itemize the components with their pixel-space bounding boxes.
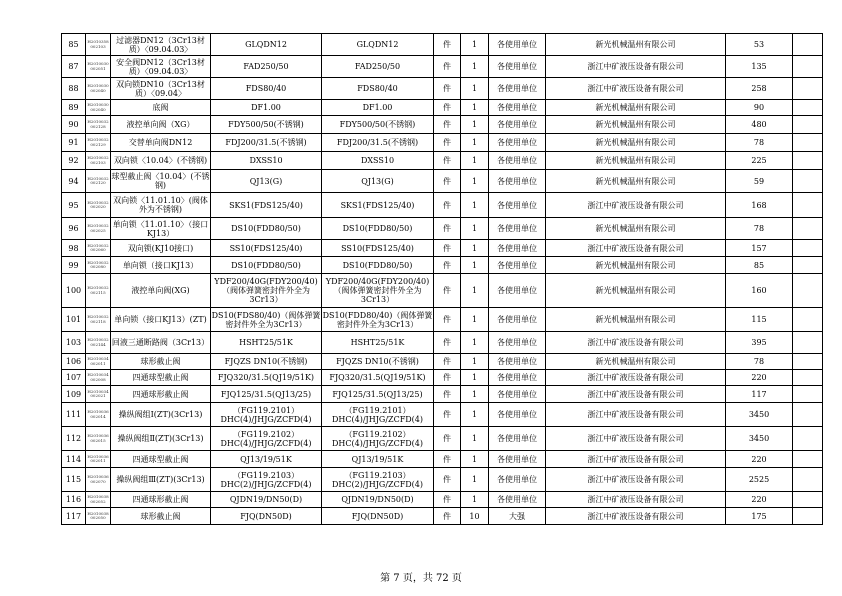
user-dept-cell: 大强 (489, 508, 546, 525)
item-name-cell: 液控单向阀(XG) (111, 274, 211, 308)
price-cell: 78 (726, 218, 793, 240)
user-dept-cell: 各使用单位 (489, 274, 546, 308)
item-name-cell: 球型截止阀〈10.04〉(不锈钢) (111, 170, 211, 193)
table-row (62, 451, 823, 468)
unit-cell: 件 (434, 257, 461, 274)
model-cell: FDS80/40 (322, 78, 434, 100)
remark-cell (793, 170, 823, 193)
unit-cell: 件 (434, 508, 461, 525)
item-name-cell: 操纵阀组Ⅲ(ZT)(3Cr13) (111, 468, 211, 492)
row-number-cell: 103 (62, 332, 86, 354)
material-code-cell: H2010030 002051 (86, 56, 111, 78)
table-row (62, 257, 823, 274)
row-number-cell: 107 (62, 370, 86, 386)
unit-cell: 件 (434, 354, 461, 370)
table-row (62, 370, 823, 386)
specification-cell: DXSS10 (211, 152, 322, 170)
item-name-cell: 交替单向阀DN12 (111, 134, 211, 152)
material-code-cell: H2010032 002060 (86, 240, 111, 257)
user-dept-cell: 各使用单位 (489, 451, 546, 468)
remark-cell (793, 78, 823, 100)
unit-cell: 件 (434, 100, 461, 116)
model-cell: （FG119.2102）DHC(4)/JHJG/ZCFD(4) (322, 427, 434, 451)
supplier-cell: 浙江中矿液压设备有限公司 (546, 240, 726, 257)
item-name-cell: 双向锁(KJ10接口) (111, 240, 211, 257)
row-number-cell: 117 (62, 508, 86, 525)
unit-cell: 件 (434, 193, 461, 218)
specification-cell: FJQ125/31.5(QJ13/25) (211, 386, 322, 403)
unit-cell: 件 (434, 274, 461, 308)
remark-cell (793, 492, 823, 508)
material-code-cell: H2010036 002014 (86, 403, 111, 427)
specification-cell: FDS80/40 (211, 78, 322, 100)
quantity-cell: 1 (461, 78, 489, 100)
specification-cell: FJQ(DN50D) (211, 508, 322, 525)
user-dept-cell: 各使用单位 (489, 152, 546, 170)
price-cell: 220 (726, 451, 793, 468)
quantity-cell: 1 (461, 56, 489, 78)
material-code-cell: H2010036 002070 (86, 468, 111, 492)
supplier-cell: 浙江中矿液压设备有限公司 (546, 403, 726, 427)
unit-cell: 件 (434, 451, 461, 468)
unit-cell: 件 (434, 78, 461, 100)
table-row (62, 116, 823, 134)
user-dept-cell: 各使用单位 (489, 354, 546, 370)
row-number-cell: 88 (62, 78, 86, 100)
model-cell: DS10(FDD80/40)（阀体弹簧密封件外全为3Cr13） (322, 308, 434, 332)
quantity-cell: 1 (461, 218, 489, 240)
item-name-cell: 回液三通断路阀（3Cr13） (111, 332, 211, 354)
quantity-cell: 1 (461, 332, 489, 354)
table-row (62, 34, 823, 56)
price-cell: 175 (726, 508, 793, 525)
quantity-cell: 1 (461, 116, 489, 134)
parts-price-table (61, 33, 823, 525)
row-number-cell: 111 (62, 403, 86, 427)
specification-cell: HSHT25/51K (211, 332, 322, 354)
material-code-cell: H2010030 002040 (86, 100, 111, 116)
item-name-cell: 过滤器DN12（3Cr13材质）〈09.04.03〉 (111, 34, 211, 56)
row-number-cell: 98 (62, 240, 86, 257)
unit-cell: 件 (434, 332, 461, 354)
model-cell: FDY500/50(不锈钢) (322, 116, 434, 134)
price-cell: 220 (726, 492, 793, 508)
model-cell: FJQ320/31.5(QJ19/51K) (322, 370, 434, 386)
table-row (62, 78, 823, 100)
model-cell: QJDN19/DN50(D) (322, 492, 434, 508)
row-number-cell: 87 (62, 56, 86, 78)
price-cell: 160 (726, 274, 793, 308)
table-row (62, 386, 823, 403)
item-name-cell: 双向锁〈10.04〉(不锈钢) (111, 152, 211, 170)
row-number-cell: 109 (62, 386, 86, 403)
quantity-cell: 1 (461, 257, 489, 274)
item-name-cell: 操纵阀组Ⅱ(ZT)(3Cr13) (111, 427, 211, 451)
price-cell: 53 (726, 34, 793, 56)
table-row (62, 308, 823, 332)
model-cell: HSHT25/51K (322, 332, 434, 354)
item-name-cell: 底阀 (111, 100, 211, 116)
table-row (62, 56, 823, 78)
model-cell: QJ13/19/51K (322, 451, 434, 468)
price-cell: 90 (726, 100, 793, 116)
quantity-cell: 1 (461, 386, 489, 403)
row-number-cell: 94 (62, 170, 86, 193)
row-number-cell: 106 (62, 354, 86, 370)
table-row (62, 332, 823, 354)
material-code-cell: H2010036 002011 (86, 451, 111, 468)
unit-cell: 件 (434, 492, 461, 508)
quantity-cell: 1 (461, 451, 489, 468)
table-row (62, 218, 823, 240)
unit-cell: 件 (434, 218, 461, 240)
material-code-cell: H2010034 002011 (86, 354, 111, 370)
quantity-cell: 1 (461, 100, 489, 116)
unit-cell: 件 (434, 134, 461, 152)
item-name-cell: 四通球型截止阀 (111, 370, 211, 386)
price-cell: 395 (726, 332, 793, 354)
quantity-cell: 1 (461, 134, 489, 152)
user-dept-cell: 各使用单位 (489, 492, 546, 508)
remark-cell (793, 332, 823, 354)
material-code-cell: H2010038 002050 (86, 508, 111, 525)
remark-cell (793, 193, 823, 218)
price-cell: 2525 (726, 468, 793, 492)
specification-cell: QJDN19/DN50(D) (211, 492, 322, 508)
row-number-cell: 96 (62, 218, 86, 240)
quantity-cell: 1 (461, 468, 489, 492)
table-row (62, 492, 823, 508)
specification-cell: FDY500/50(不锈钢) (211, 116, 322, 134)
unit-cell: 件 (434, 56, 461, 78)
supplier-cell: 浙江中矿液压设备有限公司 (546, 56, 726, 78)
user-dept-cell: 各使用单位 (489, 427, 546, 451)
table-row (62, 134, 823, 152)
material-code-cell: H2010032 002080 (86, 257, 111, 274)
user-dept-cell: 各使用单位 (489, 134, 546, 152)
item-name-cell: 四通球形截止阀 (111, 386, 211, 403)
remark-cell (793, 100, 823, 116)
material-code-cell: H2010032 002129 (86, 134, 111, 152)
material-code-cell: H2010358 002103 (86, 34, 111, 56)
quantity-cell: 1 (461, 403, 489, 427)
item-name-cell: 球形截止阀 (111, 354, 211, 370)
material-code-cell: H2010032 002120 (86, 170, 111, 193)
table-row (62, 152, 823, 170)
specification-cell: FAD250/50 (211, 56, 322, 78)
remark-cell (793, 274, 823, 308)
supplier-cell: 浙江中矿液压设备有限公司 (546, 386, 726, 403)
remark-cell (793, 34, 823, 56)
model-cell: DS10(FDD80/50) (322, 218, 434, 240)
price-cell: 168 (726, 193, 793, 218)
row-number-cell: 101 (62, 308, 86, 332)
row-number-cell: 85 (62, 34, 86, 56)
specification-cell: FJQ320/31.5(QJ19/51K) (211, 370, 322, 386)
remark-cell (793, 403, 823, 427)
table-row (62, 193, 823, 218)
specification-cell: （FG119.2102）DHC(4)/JHJG/ZCFD(4) (211, 427, 322, 451)
remark-cell (793, 116, 823, 134)
row-number-cell: 92 (62, 152, 86, 170)
user-dept-cell: 各使用单位 (489, 116, 546, 134)
remark-cell (793, 370, 823, 386)
supplier-cell: 浙江中矿液压设备有限公司 (546, 78, 726, 100)
supplier-cell: 新光机械温州有限公司 (546, 354, 726, 370)
unit-cell: 件 (434, 116, 461, 134)
price-cell: 480 (726, 116, 793, 134)
user-dept-cell: 各使用单位 (489, 257, 546, 274)
row-number-cell: 112 (62, 427, 86, 451)
material-code-cell: H2010032 002025 (86, 218, 111, 240)
quantity-cell: 1 (461, 170, 489, 193)
supplier-cell: 新光机械温州有限公司 (546, 308, 726, 332)
user-dept-cell: 各使用单位 (489, 308, 546, 332)
price-cell: 59 (726, 170, 793, 193)
item-name-cell: 安全阀DN12（3Cr13材质）〈09.04.03〉 (111, 56, 211, 78)
user-dept-cell: 各使用单位 (489, 403, 546, 427)
supplier-cell: 浙江中矿液压设备有限公司 (546, 492, 726, 508)
model-cell: FJQ(DN50D) (322, 508, 434, 525)
quantity-cell: 1 (461, 240, 489, 257)
supplier-cell: 新光机械温州有限公司 (546, 274, 726, 308)
supplier-cell: 浙江中矿液压设备有限公司 (546, 332, 726, 354)
price-cell: 85 (726, 257, 793, 274)
table-body (62, 34, 823, 525)
supplier-cell: 浙江中矿液压设备有限公司 (546, 451, 726, 468)
table-row (62, 468, 823, 492)
supplier-cell: 新光机械温州有限公司 (546, 34, 726, 56)
user-dept-cell: 各使用单位 (489, 78, 546, 100)
user-dept-cell: 各使用单位 (489, 170, 546, 193)
material-code-cell: H2010034 002021 (86, 386, 111, 403)
model-cell: DS10(FDD80/50) (322, 257, 434, 274)
remark-cell (793, 354, 823, 370)
unit-cell: 件 (434, 403, 461, 427)
price-cell: 3450 (726, 427, 793, 451)
table-row (62, 508, 823, 525)
model-cell: YDF200/40G(FDY200/40)（阀体弹簧密封件外全为3Cr13） (322, 274, 434, 308)
remark-cell (793, 508, 823, 525)
specification-cell: （FG119.2103）DHC(2)/JHJG/ZCFD(4) (211, 468, 322, 492)
user-dept-cell: 各使用单位 (489, 100, 546, 116)
remark-cell (793, 240, 823, 257)
price-cell: 117 (726, 386, 793, 403)
user-dept-cell: 各使用单位 (489, 468, 546, 492)
table-row (62, 354, 823, 370)
quantity-cell: 1 (461, 152, 489, 170)
specification-cell: SS10(FDS125/40) (211, 240, 322, 257)
row-number-cell: 116 (62, 492, 86, 508)
price-cell: 115 (726, 308, 793, 332)
material-code-cell: H2010032 002103 (86, 152, 111, 170)
specification-cell: YDF200/40G(FDY200/40)（阀体弹簧密封件外全为3Cr13） (211, 274, 322, 308)
item-name-cell: 四通球形截止阀 (111, 492, 211, 508)
row-number-cell: 89 (62, 100, 86, 116)
material-code-cell: H2010032 002020 (86, 193, 111, 218)
item-name-cell: 单向锁（接口KJ13）(ZT) (111, 308, 211, 332)
quantity-cell: 1 (461, 193, 489, 218)
specification-cell: QJ13/19/51K (211, 451, 322, 468)
unit-cell: 件 (434, 34, 461, 56)
price-cell: 78 (726, 354, 793, 370)
material-code-cell: H2010036 002015 (86, 427, 111, 451)
unit-cell: 件 (434, 427, 461, 451)
supplier-cell: 新光机械温州有限公司 (546, 116, 726, 134)
row-number-cell: 95 (62, 193, 86, 218)
price-cell: 157 (726, 240, 793, 257)
unit-cell: 件 (434, 308, 461, 332)
remark-cell (793, 386, 823, 403)
supplier-cell: 新光机械温州有限公司 (546, 152, 726, 170)
remark-cell (793, 427, 823, 451)
specification-cell: FDJ200/31.5(不锈钢) (211, 134, 322, 152)
unit-cell: 件 (434, 152, 461, 170)
unit-cell: 件 (434, 468, 461, 492)
table-row (62, 427, 823, 451)
model-cell: FJQZS DN10(不锈钢) (322, 354, 434, 370)
remark-cell (793, 152, 823, 170)
model-cell: FJQ125/31.5(QJ13/25) (322, 386, 434, 403)
remark-cell (793, 56, 823, 78)
user-dept-cell: 各使用单位 (489, 56, 546, 78)
price-cell: 78 (726, 134, 793, 152)
remark-cell (793, 134, 823, 152)
quantity-cell: 1 (461, 354, 489, 370)
material-code-cell: H2010032 002115 (86, 274, 111, 308)
model-cell: （FG119.2101）DHC(4)/JHJG/ZCFD(4) (322, 403, 434, 427)
user-dept-cell: 各使用单位 (489, 240, 546, 257)
quantity-cell: 1 (461, 370, 489, 386)
material-code-cell: H2010032 002128 (86, 116, 111, 134)
page-footer: 第 7 页，共 72 页 (380, 573, 462, 584)
row-number-cell: 91 (62, 134, 86, 152)
table-row (62, 170, 823, 193)
user-dept-cell: 各使用单位 (489, 332, 546, 354)
supplier-cell: 浙江中矿液压设备有限公司 (546, 427, 726, 451)
supplier-cell: 浙江中矿液压设备有限公司 (546, 508, 726, 525)
quantity-cell: 1 (461, 274, 489, 308)
specification-cell: DF1.00 (211, 100, 322, 116)
quantity-cell: 1 (461, 308, 489, 332)
material-code-cell: H2010032 002118 (86, 308, 111, 332)
material-code-cell: H2010030 002040 (86, 78, 111, 100)
specification-cell: （FG119.2101）DHC(4)/JHJG/ZCFD(4) (211, 403, 322, 427)
item-name-cell: 四通球型截止阀 (111, 451, 211, 468)
remark-cell (793, 468, 823, 492)
specification-cell: QJ13(G) (211, 170, 322, 193)
model-cell: DF1.00 (322, 100, 434, 116)
row-number-cell: 99 (62, 257, 86, 274)
item-name-cell: 单向锁（接口KJ13） (111, 257, 211, 274)
model-cell: FAD250/50 (322, 56, 434, 78)
remark-cell (793, 257, 823, 274)
unit-cell: 件 (434, 370, 461, 386)
remark-cell (793, 451, 823, 468)
supplier-cell: 新光机械温州有限公司 (546, 257, 726, 274)
table-row (62, 274, 823, 308)
specification-cell: DS10(FDD80/50) (211, 218, 322, 240)
model-cell: SS10(FDS125/40) (322, 240, 434, 257)
item-name-cell: 液控单向阀（XG） (111, 116, 211, 134)
supplier-cell: 浙江中矿液压设备有限公司 (546, 370, 726, 386)
supplier-cell: 新光机械温州有限公司 (546, 218, 726, 240)
table-row (62, 403, 823, 427)
unit-cell: 件 (434, 170, 461, 193)
supplier-cell: 新光机械温州有限公司 (546, 100, 726, 116)
supplier-cell: 新光机械温州有限公司 (546, 134, 726, 152)
user-dept-cell: 各使用单位 (489, 386, 546, 403)
quantity-cell: 1 (461, 492, 489, 508)
item-name-cell: 操纵阀组I(ZT)(3Cr13) (111, 403, 211, 427)
specification-cell: GLQDN12 (211, 34, 322, 56)
row-number-cell: 90 (62, 116, 86, 134)
specification-cell: SKS1(FDS125/40) (211, 193, 322, 218)
price-cell: 3450 (726, 403, 793, 427)
material-code-cell: H2010032 002144 (86, 332, 111, 354)
item-name-cell: 球形截止阀 (111, 508, 211, 525)
price-cell: 135 (726, 56, 793, 78)
model-cell: FDJ200/31.5(不锈钢) (322, 134, 434, 152)
specification-cell: DS10(FDD80/50) (211, 257, 322, 274)
user-dept-cell: 各使用单位 (489, 34, 546, 56)
model-cell: （FG119.2103）DHC(2)/JHJG/ZCFD(4) (322, 468, 434, 492)
row-number-cell: 115 (62, 468, 86, 492)
item-name-cell: 双向锁DN10（3Cr13材质）〈09.04〉 (111, 78, 211, 100)
unit-cell: 件 (434, 386, 461, 403)
model-cell: SKS1(FDS125/40) (322, 193, 434, 218)
material-code-cell: H2010038 002052 (86, 492, 111, 508)
remark-cell (793, 218, 823, 240)
row-number-cell: 100 (62, 274, 86, 308)
price-cell: 258 (726, 78, 793, 100)
user-dept-cell: 各使用单位 (489, 370, 546, 386)
row-number-cell: 114 (62, 451, 86, 468)
table-row (62, 100, 823, 116)
remark-cell (793, 308, 823, 332)
model-cell: GLQDN12 (322, 34, 434, 56)
quantity-cell: 10 (461, 508, 489, 525)
specification-cell: FJQZS DN10(不锈钢) (211, 354, 322, 370)
price-cell: 220 (726, 370, 793, 386)
item-name-cell: 单向锁〈11.01.10〉（接口KJ13） (111, 218, 211, 240)
quantity-cell: 1 (461, 427, 489, 451)
model-cell: DXSS10 (322, 152, 434, 170)
specification-cell: DS10(FDS80/40)（阀体弹簧密封件外全为3Cr13） (211, 308, 322, 332)
material-code-cell: H2010034 002008 (86, 370, 111, 386)
price-cell: 225 (726, 152, 793, 170)
model-cell: QJ13(G) (322, 170, 434, 193)
item-name-cell: 双向锁〈11.01.10〉(阀体外为不锈钢) (111, 193, 211, 218)
supplier-cell: 浙江中矿液压设备有限公司 (546, 468, 726, 492)
user-dept-cell: 各使用单位 (489, 218, 546, 240)
table-row (62, 240, 823, 257)
supplier-cell: 浙江中矿液压设备有限公司 (546, 193, 726, 218)
quantity-cell: 1 (461, 34, 489, 56)
supplier-cell: 新光机械温州有限公司 (546, 170, 726, 193)
unit-cell: 件 (434, 240, 461, 257)
user-dept-cell: 各使用单位 (489, 193, 546, 218)
